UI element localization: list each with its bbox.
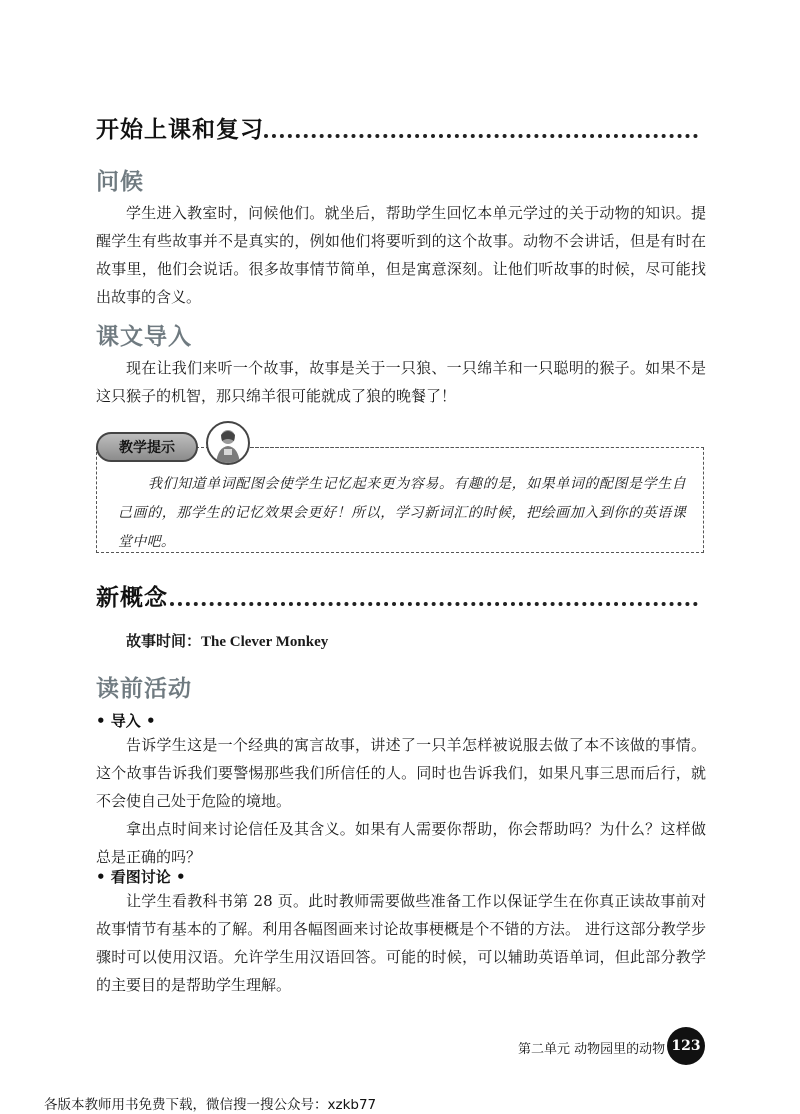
subsection-title-intro: 课文导入 xyxy=(96,324,192,350)
teaching-tip-badge: 教学提示 xyxy=(96,432,198,462)
tip-connector-line xyxy=(250,447,704,448)
subsection-title-prereading: 读前活动 xyxy=(96,676,192,702)
picture-talk-paragraph: 让学生看教科书第 28 页。此时教师需要做些准备工作以保证学生在你真正读故事前对故事情节有基本的了解。利用各幅图画来讨论故事梗概是个不错的方法。 进行这部分教学步骤时可以使用汉语。允许学生用汉语回答。可能的时候，可以辅助英语单词，但此部分教学的主要目的是帮助学生理解。 xyxy=(96,892,706,994)
footer-unit-label: 第二单元 动物园里的动物 xyxy=(518,1042,666,1057)
greeting-paragraph: 学生进入教室时，问候他们。就坐后，帮助学生回忆本单元学过的关于动物的知识。提醒学生有些故事并不是真实的，例如他们将要听到的这个故事。动物不会讲话，但是有时在故事里，他们会说话。很多故事情节简单，但是寓意深刻。让他们听故事的时候，尽可能找出故事的含义。 xyxy=(96,204,706,306)
teaching-tip-text: 我们知道单词配图会使学生记忆起来更为容易。有趣的是，如果单词的配图是学生自己画的，那学生的记忆效果会更好！所以，学习新词汇的时候，把绘画加入到你的英语课堂中吧。 xyxy=(118,476,686,550)
section-title-new-concept: 新概念 xyxy=(96,585,168,611)
lead-in-paragraph-2: 拿出点时间来讨论信任及其含义。如果有人需要你帮助，你会帮助吗？为什么？这样做总是正确的吗？ xyxy=(96,820,706,866)
section-divider xyxy=(264,134,698,138)
bullet-head-picture-talk: • 看图讨论 • xyxy=(96,868,186,886)
subsection-title-greeting: 问候 xyxy=(96,169,144,195)
bullet-head-lead-in: • 导入 • xyxy=(96,712,156,730)
section-divider xyxy=(170,602,698,606)
lead-in-paragraph-1: 告诉学生这是一个经典的寓言故事，讲述了一只羊怎样被说服去做了本不该做的事情。这个故事告诉我们要警惕那些我们所信任的人。同时也告诉我们，如果凡事三思而后行，就不会使自己处于危险的境地。 xyxy=(96,736,706,810)
story-time-line xyxy=(126,630,328,651)
download-note: 各版本教师用书免费下载，微信搜一搜公众号：xzkb77 xyxy=(44,1097,377,1113)
intro-paragraph: 现在让我们来听一个故事，故事是关于一只狼、一只绵羊和一只聪明的猴子。如果不是这只猴子的机智，那只绵羊很可能就成了狼的晚餐了！ xyxy=(96,359,706,405)
story-time-label: 故事时间： xyxy=(126,632,202,650)
section-title-start-class: 开始上课和复习 xyxy=(96,117,264,143)
teacher-avatar-icon xyxy=(206,421,250,465)
page-number-badge: 123 xyxy=(667,1027,705,1065)
story-title: The Clever Monkey xyxy=(201,634,329,650)
